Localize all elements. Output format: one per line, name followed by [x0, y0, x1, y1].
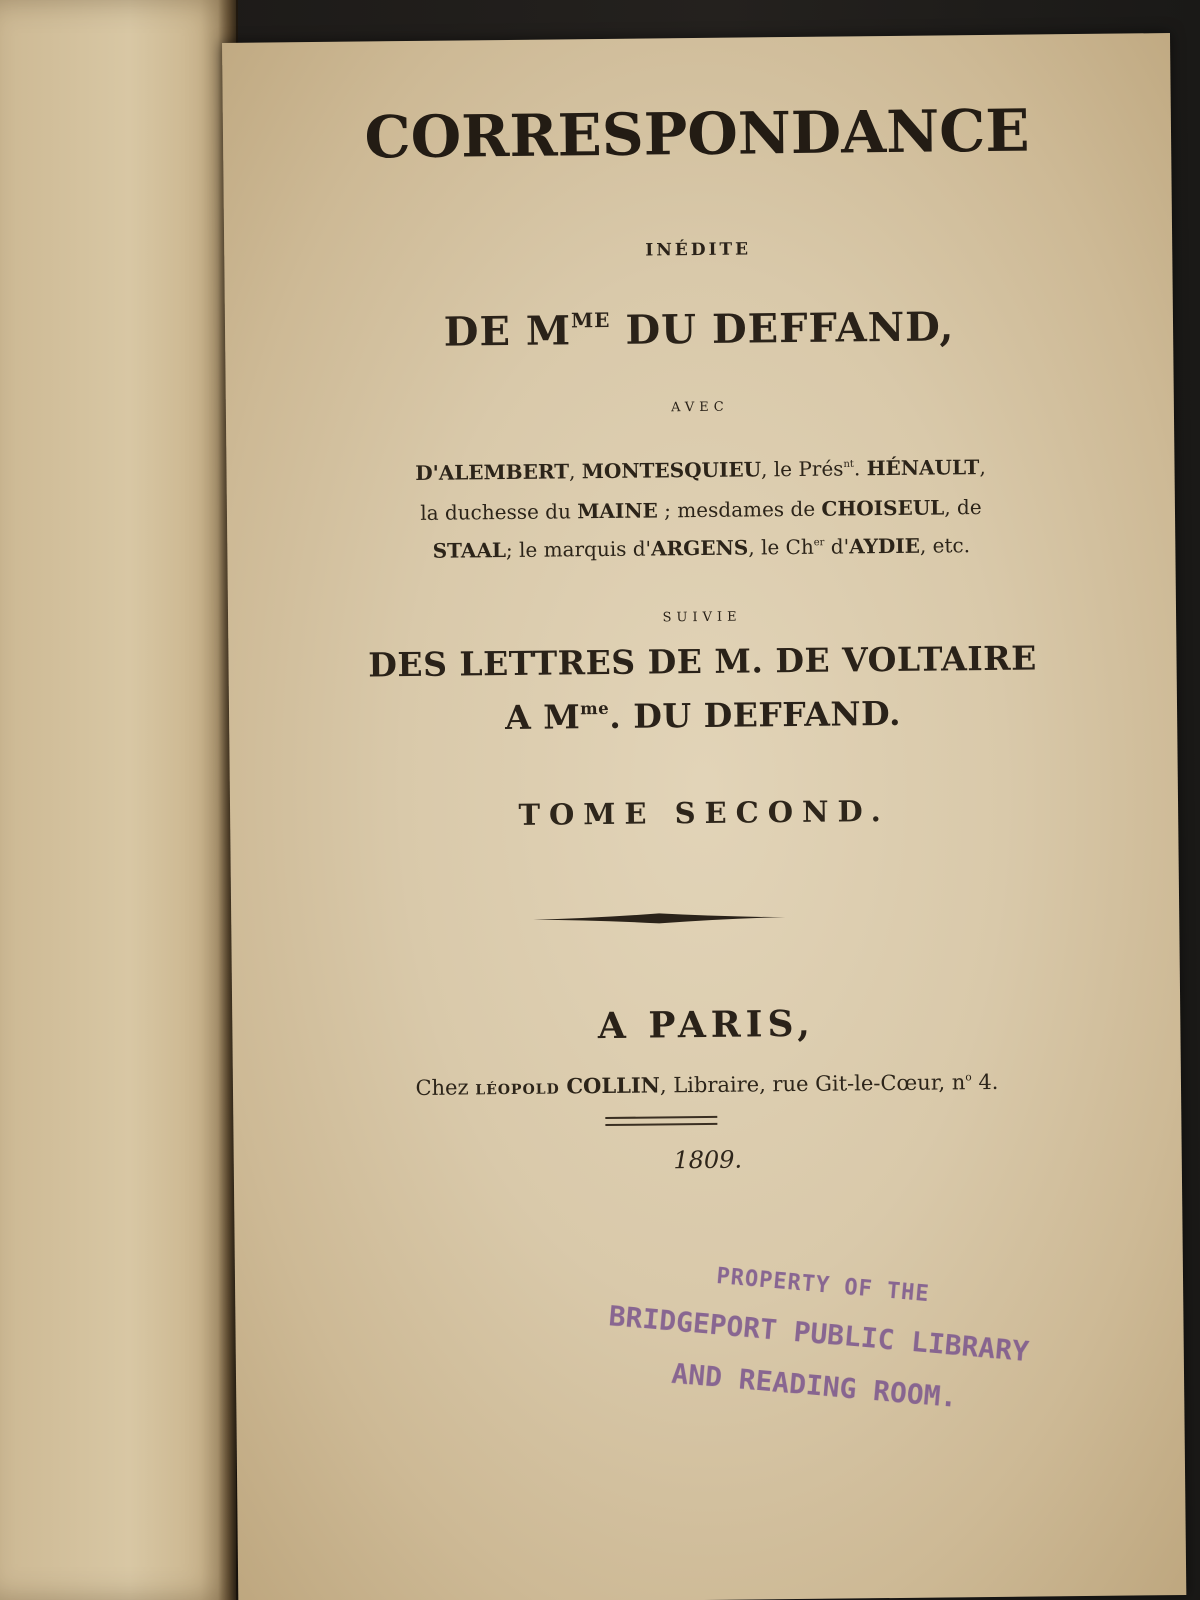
double-rule-top	[605, 1116, 717, 1119]
name-aydie: AYDIE	[849, 533, 921, 559]
publisher-number: 4.	[971, 1069, 999, 1095]
names1-pres: , le Prés	[760, 456, 844, 482]
names2-a: la duchesse du	[420, 499, 578, 525]
recipient-line	[229, 691, 1177, 740]
stamp-line-3: AND READING ROOM.	[670, 1356, 959, 1414]
name-dalembert: D'ALEMBERT	[415, 459, 570, 485]
names2-e: , de	[944, 495, 982, 520]
correspondents-line-2	[227, 493, 1175, 527]
author-suffix: DU DEFFAND,	[610, 303, 955, 354]
names1-pres-sup: nt	[843, 458, 854, 470]
publisher-line	[233, 1067, 1181, 1102]
names1-sep1: ,	[568, 459, 582, 484]
library-stamp	[559, 1252, 1073, 1484]
imprint-place: A PARIS,	[597, 1002, 815, 1048]
publication-year: 1809.	[673, 1145, 743, 1175]
recipient-suffix: . DU DEFFAND.	[609, 693, 902, 736]
ornamental-rule	[533, 909, 785, 928]
left-page	[0, 0, 236, 1600]
double-rule-bottom	[605, 1123, 717, 1126]
author-superscript: ME	[570, 307, 611, 333]
correspondents-line-1	[226, 453, 1174, 487]
author-prefix: DE M	[443, 307, 572, 356]
names1-sep2: .	[853, 456, 867, 481]
volume-label: TOME SECOND.	[518, 794, 890, 832]
names3-g: , etc.	[919, 533, 971, 558]
publisher-surname: COLLIN	[566, 1072, 661, 1099]
name-choiseul: CHOISEUL	[821, 495, 945, 521]
stamp-line-2: BRIDGEPORT PUBLIC LIBRARY	[607, 1299, 1031, 1368]
publisher-address: , Libraire, rue Git-le-Cœur, n	[659, 1070, 966, 1098]
stamp-line-1: PROPERTY OF THE	[715, 1264, 931, 1308]
title-page	[222, 33, 1186, 1600]
publisher-chez: Chez	[415, 1075, 476, 1100]
author-line	[225, 301, 1173, 358]
title-page-content	[222, 33, 1186, 1600]
names1-end: ,	[979, 454, 986, 480]
recipient-prefix: A M	[504, 697, 581, 738]
names2-c: ; mesdames de	[657, 496, 822, 523]
book-title: CORRESPONDANCE	[364, 96, 1030, 172]
publisher-first-name: LÉOPOLD	[475, 1081, 560, 1099]
letters-line: DES LETTRES DE M. DE VOLTAIRE	[368, 638, 1037, 685]
name-maine: MAINE	[577, 498, 658, 524]
name-staal: STAAL	[432, 538, 507, 563]
names3-e: d'	[824, 534, 850, 559]
recipient-superscript: me	[580, 698, 610, 719]
suivie-label: SUIVIE	[662, 609, 742, 626]
names3-d: , le Ch	[748, 534, 814, 560]
book-subtitle: INÉDITE	[645, 239, 752, 261]
name-henault: HÉNAULT	[866, 455, 980, 481]
publisher-number-sup: o	[965, 1071, 972, 1084]
avec-label: AVEC	[670, 399, 729, 416]
name-montesquieu: MONTESQUIEU	[581, 457, 762, 484]
names3-d-sup: er	[813, 537, 825, 549]
name-argens: ARGENS	[650, 535, 749, 561]
correspondents-line-3	[227, 531, 1175, 565]
names3-b: ; le marquis d'	[505, 536, 652, 563]
